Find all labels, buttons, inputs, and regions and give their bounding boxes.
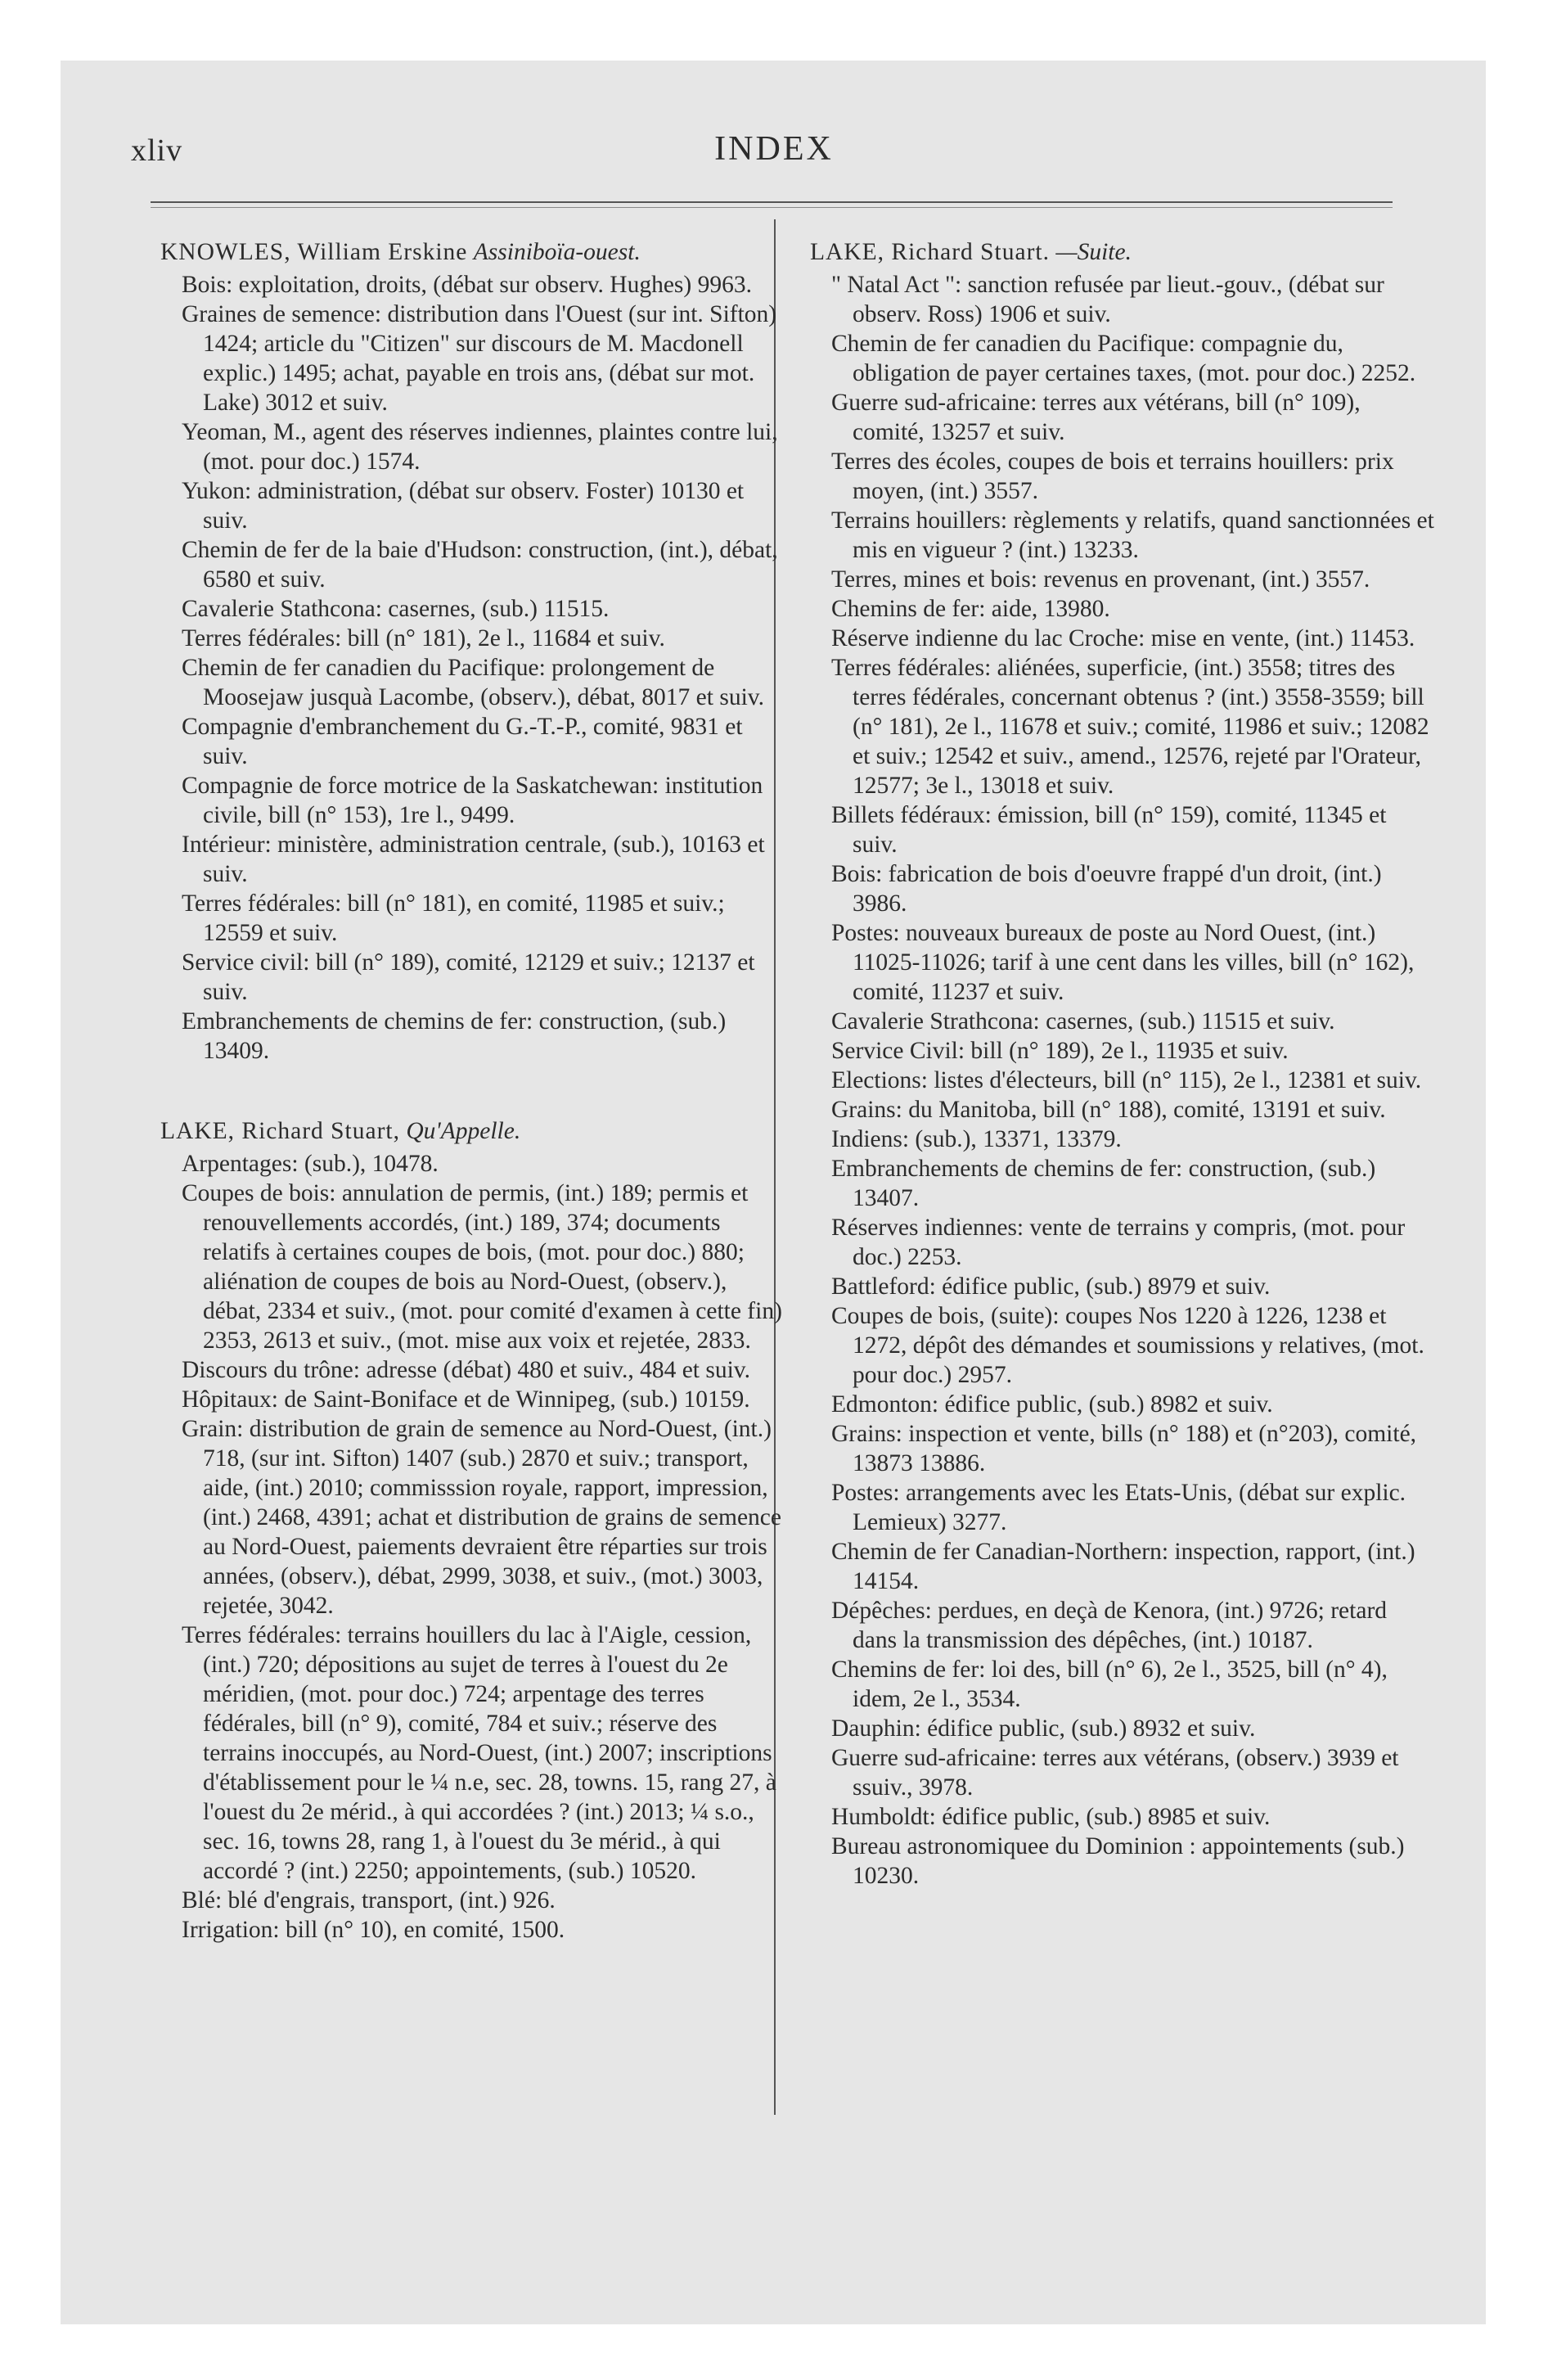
heading-name: LAKE, Richard Stuart, — [160, 1118, 400, 1144]
index-entry: Compagnie de force motrice de la Saskatchewan: institution civile, bill (n° 153), 1re l., 9499. — [182, 773, 763, 828]
entry-list-knowles — [160, 270, 778, 1066]
entry-list-lake-suite — [810, 270, 1434, 1891]
index-entry: Dépêches: perdues, en deçà de Kenora, (int.) 9726; retard dans la transmission des dépêches, (int.) 10187. — [831, 1598, 1388, 1653]
header-rule — [151, 201, 1393, 208]
index-entry: Terres, mines et bois: revenus en provenant, (int.) 3557. — [831, 566, 1370, 593]
index-entry: Blé: blé d'engrais, transport, (int.) 926. — [182, 1887, 556, 1913]
index-entry: Chemin de fer de la baie d'Hudson: construction, (int.), débat, 6580 et suiv. — [182, 537, 778, 593]
running-head: INDEX — [714, 130, 834, 168]
index-entry: Chemin de fer canadien du Pacifique: prolongement de Moosejaw jusquà Lacombe, (observ.), débat, 8017 et suiv. — [182, 655, 764, 710]
index-entry: Indiens: (sub.), 13371, 13379. — [831, 1126, 1122, 1152]
entry-heading-knowles — [160, 237, 766, 267]
index-entry: Battleford: édifice public, (sub.) 8979 et suiv. — [831, 1273, 1271, 1300]
heading-name: LAKE, Richard Stuart. — [810, 239, 1050, 265]
index-entry: Chemin de fer canadien du Pacifique: compagnie du, obligation de payer certaines taxes, (mot. pour doc.) 2252. — [831, 331, 1416, 386]
index-entry: Guerre sud-africaine: terres aux vétérans, bill (n° 109), comité, 13257 et suiv. — [831, 390, 1361, 445]
index-entry: Humboldt: édifice public, (sub.) 8985 et suiv. — [831, 1804, 1271, 1830]
index-entry: Embranchements de chemins de fer: construction, (sub.) 13409. — [182, 1008, 727, 1064]
heading-name: KNOWLES, William Erskine — [160, 239, 468, 265]
index-entry: Service Civil: bill (n° 189), 2e l., 11935 et suiv. — [831, 1038, 1289, 1064]
index-entry: Coupes de bois, (suite): coupes Nos 1220 à 1226, 1238 et 1272, dépôt des démandes et soumissions y relatives, (mot. pour doc.) 2957. — [831, 1303, 1424, 1388]
entry-heading-lake-suite — [810, 237, 1415, 267]
index-entry: Irrigation: bill (n° 10), en comité, 1500. — [182, 1917, 565, 1943]
index-entry: Terres fédérales: bill (n° 181), 2e l., 11684 et suiv. — [182, 625, 665, 651]
index-entry: Cavalerie Strathcona: casernes, (sub.) 11515 et suiv. — [831, 1008, 1335, 1034]
index-entry: Réserve indienne du lac Croche: mise en vente, (int.) 11453. — [831, 625, 1415, 651]
index-entry: " Natal Act ": sanction refusée par lieut.-gouv., (débat sur observ. Ross) 1906 et suiv. — [831, 272, 1384, 327]
right-column — [810, 237, 1434, 1891]
index-entry: Compagnie d'embranchement du G.-T.-P., comité, 9831 et suiv. — [182, 714, 743, 769]
index-entry: Grains: inspection et vente, bills (n° 188) et (n°203), comité, 13873 13886. — [831, 1421, 1417, 1476]
index-entry: Graines de semence: distribution dans l'Ouest (sur int. Sifton) 1424; article du "Citizen" sur discours de M. Macdonell explic.) 1495; achat, payable en trois ans, (débat sur mot. Lake) 3012 et suiv. — [182, 301, 777, 416]
index-entry: Terres des écoles, coupes de bois et terrains houillers: prix moyen, (int.) 3557. — [831, 449, 1394, 504]
index-entry: Terres fédérales: bill (n° 181), en comité, 11985 et suiv.; 12559 et suiv. — [182, 890, 725, 946]
index-entry: Bois: fabrication de bois d'oeuvre frappé d'un droit, (int.) 3986. — [831, 861, 1382, 917]
index-entry: Dauphin: édifice public, (sub.) 8932 et suiv. — [831, 1715, 1256, 1742]
index-entry: Grains: du Manitoba, bill (n° 188), comité, 13191 et suiv. — [831, 1097, 1386, 1123]
index-entry: Coupes de bois: annulation de permis, (int.) 189; permis et renouvellements accordés, (int.) 189, 374; documents relatifs à certaines coupes de bois, (mot. pour doc.) 880; aliénation de coupes de bois au Nord-Ouest, (observ.), débat, 2334 et suiv., (mot. pour comité d'examen à cette fin) 2353, 2613 et suiv., (mot. mise aux voix et rejetée, 2833. — [182, 1180, 782, 1354]
page-number: xliv — [131, 133, 183, 168]
index-entry: Arpentages: (sub.), 10478. — [182, 1151, 439, 1177]
index-entry: Elections: listes d'électeurs, bill (n° 115), 2e l., 12381 et suiv. — [831, 1067, 1422, 1093]
index-entry: Terres fédérales: terrains houillers du lac à l'Aigle, cession, (int.) 720; dépositions au sujet de terres à l'ouest du 2e méridien, (mot. pour doc.) 724; arpentage des terres fédérales, bill (n° 9), comité, 784 et suiv.; réserve des terrains inoccupés, au Nord-Ouest, (int.) 2007; inscriptions d'établissement pour le ¼ n.e, sec. 28, towns. 15, rang 27, à l'ouest du 2e mérid., à qui accordées ? (int.) 2013; ¼ s.o., sec. 16, towns 28, rang 1, à l'ouest du 3e mérid., à qui accordé ? (int.) 2250; appointements, (sub.) 10520. — [182, 1622, 776, 1884]
section-gap — [160, 1066, 766, 1116]
index-entry: Postes: nouveaux bureaux de poste au Nord Ouest, (int.) 11025-11026; tarif à une cent dans les villes, bill (n° 162), comité, 11237 et suiv. — [831, 920, 1415, 1005]
index-entry: Terres fédérales: aliénées, superficie, (int.) 3558; titres des terres fédérales, concernant obtenus ? (int.) 3558-3559; bill (n° 181), 2e l., 11678 et suiv.; comité, 11986 et suiv.; 12082 et suiv.; 12542 et suiv., amend., 12576, rejeté par l'Orateur, 12577; 3e l., 13018 et suiv. — [831, 655, 1429, 799]
index-entry: Yeoman, M., agent des réserves indiennes, plaintes contre lui, (mot. pour doc.) 1574. — [182, 419, 778, 475]
index-entry: Postes: arrangements avec les Etats-Unis, (débat sur explic. Lemieux) 3277. — [831, 1480, 1406, 1535]
index-entry: Edmonton: édifice public, (sub.) 8982 et suiv. — [831, 1391, 1273, 1418]
index-entry: Billets fédéraux: émission, bill (n° 159), comité, 11345 et suiv. — [831, 802, 1387, 858]
index-entry: Chemins de fer: loi des, bill (n° 6), 2e l., 3525, bill (n° 4), idem, 2e l., 3534. — [831, 1657, 1388, 1712]
index-entry: Bois: exploitation, droits, (débat sur observ. Hughes) 9963. — [182, 272, 752, 298]
index-entry: Service civil: bill (n° 189), comité, 12129 et suiv.; 12137 et suiv. — [182, 949, 755, 1005]
index-entry: Terrains houillers: règlements y relatifs, quand sanctionnées et mis en vigueur ? (int.) 13233. — [831, 507, 1434, 563]
left-column — [160, 237, 782, 1945]
entry-list-lake — [160, 1149, 782, 1945]
index-entry: Hôpitaux: de Saint-Boniface et de Winnipeg, (sub.) 10159. — [182, 1386, 750, 1413]
index-entry: Bureau astronomiquee du Dominion : appointements (sub.) 10230. — [831, 1833, 1405, 1889]
index-entry: Embranchements de chemins de fer: construction, (sub.) 13407. — [831, 1156, 1376, 1211]
index-entry: Intérieur: ministère, administration centrale, (sub.), 10163 et suiv. — [182, 832, 765, 887]
index-entry: Guerre sud-africaine: terres aux vétérans, (observ.) 3939 et ssuiv., 3978. — [831, 1745, 1399, 1801]
index-entry: Réserves indiennes: vente de terrains y compris, (mot. pour doc.) 2253. — [831, 1215, 1406, 1270]
index-entry: Grain: distribution de grain de semence au Nord-Ouest, (int.) 718, (sur int. Sifton) 1407 (sub.) 2870 et suiv.; transport, aide, (int.) 2010; commisssion royale, rapport, impression, (int.) 2468, 4391; achat et distribution de grains de semence au Nord-Ouest, paiements devraient être réparties sur trois années, (observ.), débat, 2999, 3038, et suiv., (mot.) 3003, rejetée, 3042. — [182, 1416, 781, 1619]
heading-riding: Assiniboïa-ouest. — [473, 239, 641, 265]
index-entry: Discours du trône: adresse (débat) 480 et suiv., 484 et suiv. — [182, 1357, 751, 1383]
entry-heading-lake — [160, 1116, 766, 1146]
index-entry: Yukon: administration, (débat sur observ. Foster) 10130 et suiv. — [182, 478, 745, 534]
index-entry: Chemins de fer: aide, 13980. — [831, 596, 1110, 622]
heading-riding: —Suite. — [1055, 239, 1132, 265]
heading-riding: Qu'Appelle. — [406, 1118, 521, 1144]
index-entry: Cavalerie Stathcona: casernes, (sub.) 11515. — [182, 596, 610, 622]
index-entry: Chemin de fer Canadian-Northern: inspection, rapport, (int.) 14154. — [831, 1539, 1415, 1594]
